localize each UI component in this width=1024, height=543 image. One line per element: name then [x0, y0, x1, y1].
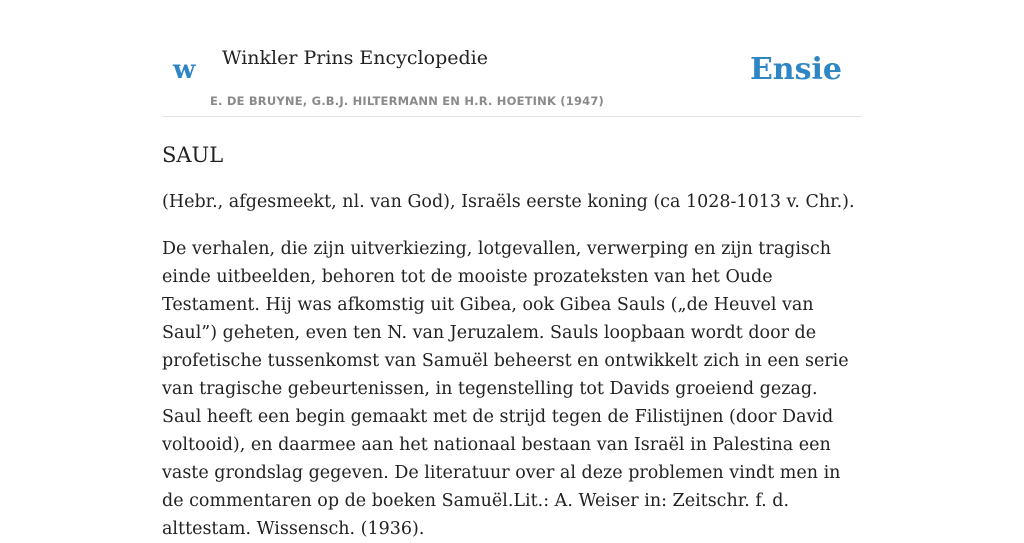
site-header [162, 0, 862, 117]
winkler-prins-logo[interactable]: w [173, 55, 196, 85]
publication-title[interactable]: Winkler Prins Encyclopedie [222, 47, 488, 69]
article-body: De verhalen, die zijn uitverkiezing, lotgevallen, verwerping en zijn tragisch einde uitbeelden, behoren tot de mooiste prozateksten van het Oude Testament. Hij was afkomstig uit Gibea, ook Gibea Sauls („de Heuvel van Saul”) geheten, even ten N. van Jeruzalem. Sauls loopbaan wordt door de profetische tussenkomst van Samuël beheerst en ontwikkelt zich in een serie van tragische gebeurtenissen, in tegenstelling tot Davids groeiend gezag. Saul heeft een begin gemaakt met de strijd tegen de Filistijnen (door David voltooid), en daarmee aan het nationaal bestaan van Israël in Palestina een vaste grondslag gegeven. De literatuur over al deze problemen vindt men in de commentaren op de boeken Samuël.Lit.: A. Weiser in: Zeitschr. f. d. alttestam. Wissensch. (1936). [162, 239, 849, 539]
article [162, 138, 862, 543]
publication-authors: E. DE BRUYNE, G.B.J. HILTERMANN EN H.R. HOETINK (1947) [210, 94, 605, 108]
article-lead: (Hebr., afgesmeekt, nl. van God), Israëls eerste koning (ca 1028-1013 v. Chr.). [162, 192, 855, 212]
article-title: SAUL [162, 143, 224, 167]
ensie-logo[interactable]: Ensie [749, 52, 842, 87]
